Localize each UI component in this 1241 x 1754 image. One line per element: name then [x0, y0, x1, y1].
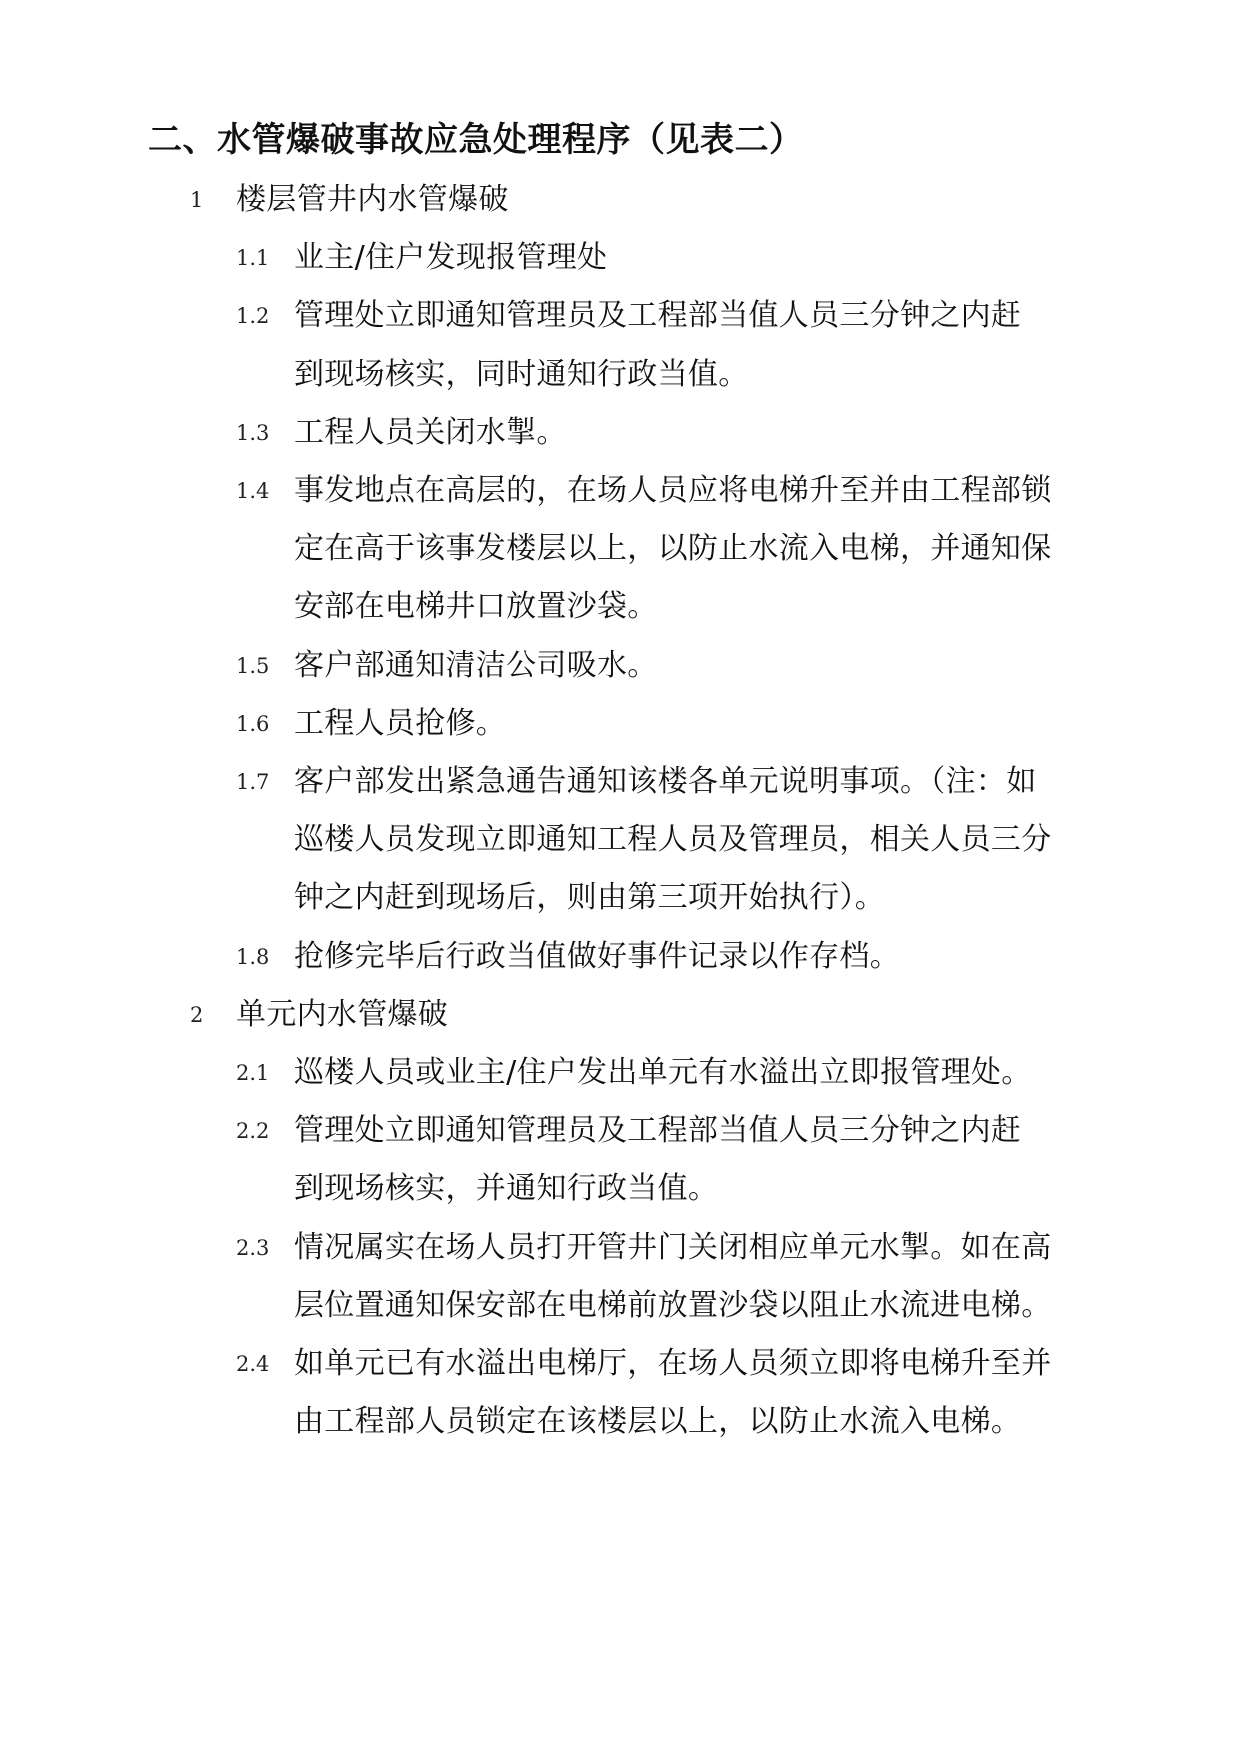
item-text: 客户部发出紧急通告通知该楼各单元说明事项。（注：如	[294, 764, 1037, 799]
list-item-continuation	[0, 866, 1241, 930]
item-text: 到现场核实，同时通知行政当值。	[294, 356, 749, 392]
list-item	[0, 1216, 1241, 1280]
item-text: 抢修完毕后行政当值做好事件记录以作存档。	[294, 938, 900, 974]
item-text: 客户部通知清洁公司吸水。	[294, 647, 658, 683]
item-number: 1.6	[236, 711, 270, 736]
item-number: 1.3	[236, 420, 270, 445]
item-number: 2.4	[236, 1352, 270, 1376]
list-item	[0, 634, 1241, 698]
item-text: 业主/住户发现报管理处	[294, 240, 608, 276]
list-item	[0, 1041, 1241, 1105]
list-item	[0, 1099, 1241, 1163]
list-item-continuation	[0, 575, 1241, 639]
list-item	[0, 459, 1241, 523]
list-item-continuation	[0, 1274, 1241, 1338]
document-title: 二、水管爆破事故应急处理程序（见表二）	[148, 120, 804, 160]
item-text: 层位置通知保安部在电梯前放置沙袋以阻止水流进电梯。	[294, 1287, 1052, 1323]
item-text: 情况属实在场人员打开管井门关闭相应单元水掣。如在高	[294, 1229, 1052, 1265]
item-number: 2.3	[236, 1235, 270, 1260]
list-item	[0, 750, 1241, 814]
list-item	[0, 925, 1241, 989]
item-text: 由工程部人员锁定在该楼层以上，以防止水流入电梯。	[294, 1404, 1022, 1440]
item-text: 工程人员关闭水掣。	[294, 414, 567, 450]
section-number: 1	[190, 188, 204, 212]
item-text: 管理处立即通知管理员及工程部当值人员三分钟之内赶	[294, 1113, 1022, 1149]
section-heading	[0, 168, 1241, 232]
item-text: 钟之内赶到现场后，则由第三项开始执行）。	[294, 880, 885, 916]
item-number: 2.2	[236, 1119, 270, 1144]
list-item-continuation	[0, 343, 1241, 407]
list-item	[0, 401, 1241, 465]
section-heading-text: 楼层管井内水管爆破	[236, 182, 509, 217]
list-item-continuation	[0, 1390, 1241, 1454]
list-item-continuation	[0, 517, 1241, 581]
item-number: 1.8	[236, 944, 270, 969]
item-number: 1.4	[236, 479, 270, 503]
item-text: 工程人员抢修。	[294, 705, 507, 741]
item-text: 巡楼人员发现立即通知工程人员及管理员，相关人员三分	[294, 822, 1052, 858]
item-text: 事发地点在高层的，在场人员应将电梯升至并由工程部锁	[294, 473, 1052, 508]
item-text: 如单元已有水溢出电梯厅，在场人员须立即将电梯升至并	[294, 1346, 1052, 1381]
list-item	[0, 284, 1241, 348]
item-number: 1.7	[236, 770, 270, 794]
item-text: 管理处立即通知管理员及工程部当值人员三分钟之内赶	[294, 298, 1022, 334]
item-text: 巡楼人员或业主/住户发出单元有水溢出立即报管理处。	[294, 1055, 1032, 1090]
item-text: 定在高于该事发楼层以上，以防止水流入电梯，并通知保	[294, 531, 1052, 567]
list-item	[0, 1332, 1241, 1396]
item-number: 1.2	[236, 304, 270, 329]
list-item-continuation	[0, 808, 1241, 872]
list-item-continuation	[0, 1157, 1241, 1221]
list-item	[0, 226, 1241, 290]
item-number: 2.1	[236, 1061, 270, 1085]
item-text: 到现场核实，并通知行政当值。	[294, 1171, 719, 1207]
list-item	[0, 692, 1241, 756]
item-number: 1.1	[236, 246, 270, 271]
item-text: 安部在电梯井口放置沙袋。	[294, 589, 658, 625]
section-number: 2	[190, 1002, 204, 1027]
section-heading	[0, 983, 1241, 1047]
item-number: 1.5	[236, 653, 270, 678]
section-heading-text: 单元内水管爆破	[236, 996, 449, 1032]
